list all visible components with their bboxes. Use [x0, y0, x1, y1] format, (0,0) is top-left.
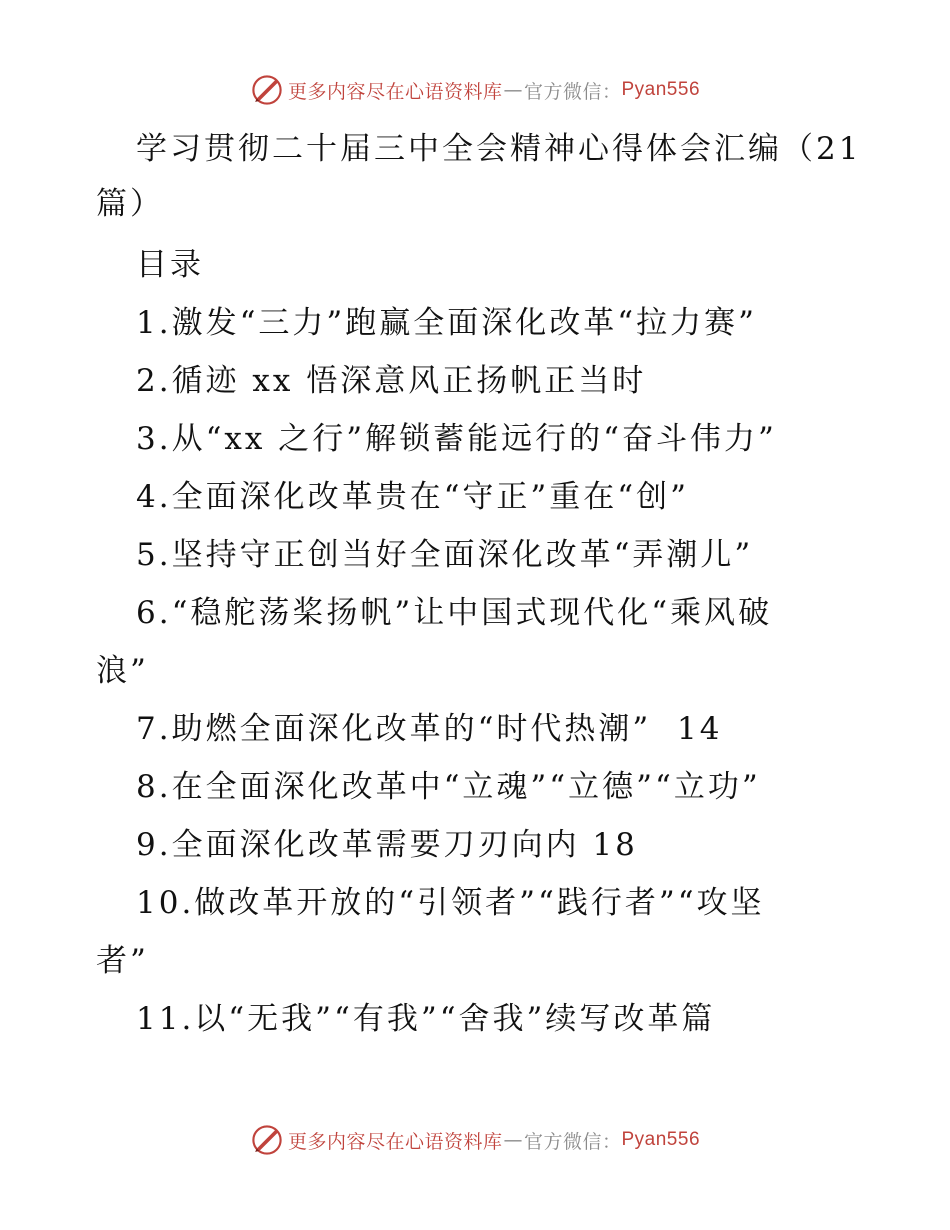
wechat-id: Pyan556	[621, 1129, 701, 1150]
watermark-text: 更多内容尽在心语资料库	[287, 80, 503, 103]
wechat-label: 官方微信：	[523, 1130, 622, 1153]
watermark-banner-top	[0, 70, 950, 110]
pen-logo-icon	[250, 1123, 284, 1157]
toc-item-4: 4.全面深化改革贵在“守正”重在“创”	[136, 479, 689, 515]
wechat-id: Pyan556	[621, 79, 701, 100]
toc-item-5: 5.坚持守正创当好全面深化改革“弄潮儿”	[136, 537, 754, 573]
toc-item-9: 9.全面深化改革需要刀刃向内 18	[136, 827, 638, 863]
doc-title-line-1: 学习贯彻二十届三中全会精神心得体会汇编（21	[136, 131, 862, 167]
toc-item-6-cont: 浪”	[96, 653, 149, 689]
watermark-separator: —	[503, 1129, 523, 1151]
toc-item-10: 10.做改革开放的“引领者”“践行者”“攻坚	[136, 885, 765, 921]
toc-item-10-cont: 者”	[96, 943, 149, 979]
toc-item-1: 1.激发“三力”跑赢全面深化改革“拉力赛”	[136, 305, 757, 341]
pen-logo-icon	[250, 73, 284, 107]
document-body	[96, 122, 866, 1048]
toc-item-8: 8.在全面深化改革中“立魂”“立德”“立功”	[136, 769, 761, 805]
wechat-label: 官方微信：	[523, 80, 622, 103]
toc-item-11: 11.以“无我”“有我”“舍我”续写改革篇	[136, 1001, 716, 1037]
watermark-text: 更多内容尽在心语资料库	[287, 1130, 503, 1153]
toc-heading: 目录	[136, 247, 204, 283]
toc-item-6: 6.“稳舵荡桨扬帆”让中国式现代化“乘风破	[136, 595, 773, 631]
watermark-banner-bottom	[0, 1120, 950, 1160]
toc-item-7: 7.助燃全面深化改革的“时代热潮” 14	[136, 711, 723, 747]
toc-item-2: 2.循迹 xx 悟深意风正扬帆正当时	[136, 363, 647, 399]
watermark-separator: —	[503, 79, 523, 101]
doc-title-line-2: 篇）	[96, 186, 164, 222]
toc-item-3: 3.从“xx 之行”解锁蓄能远行的“奋斗伟力”	[136, 421, 777, 457]
